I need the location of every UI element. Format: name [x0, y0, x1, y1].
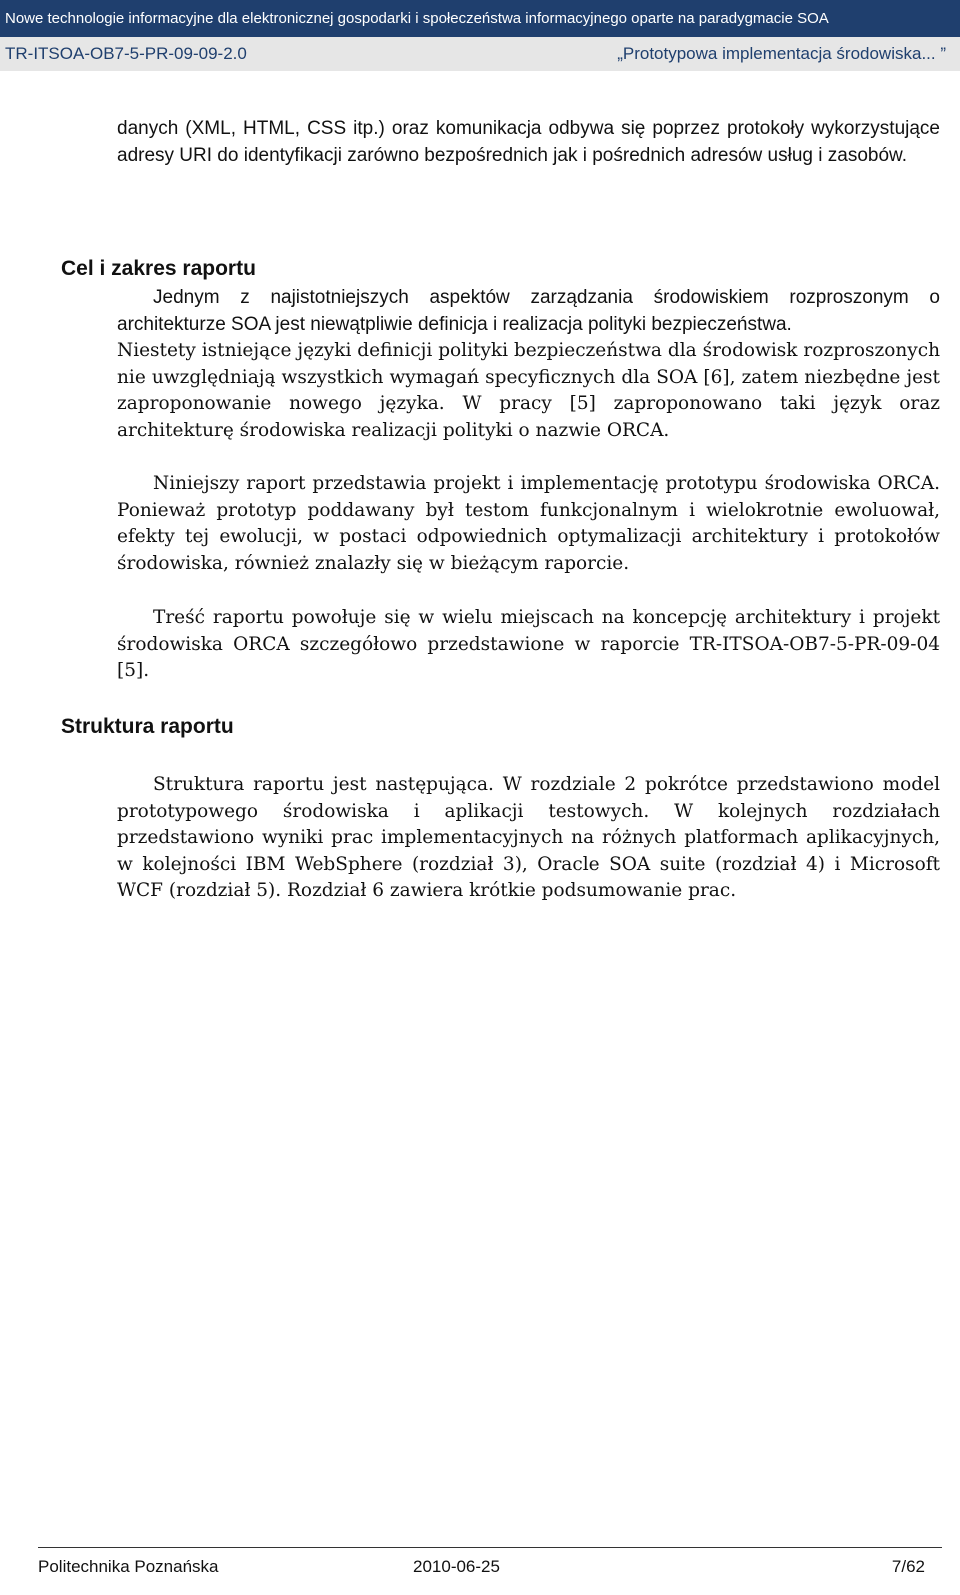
footer-institution: Politechnika Poznańska — [38, 1557, 219, 1576]
footer-divider — [38, 1547, 942, 1548]
section-heading-structure: Struktura raportu — [61, 715, 234, 738]
section-heading-scope: Cel i zakres raportu — [61, 257, 256, 280]
running-header: Nowe technologie informacyjne dla elektronicznej gospodarki i społeczeństwa informacyjnego oparte na paradygmacie SOA — [0, 0, 960, 37]
footer-date: 2010-06-25 — [413, 1557, 500, 1576]
document-title: „Prototypowa implementacja środowiska... ” — [617, 44, 946, 63]
document-id: TR-ITSOA-OB7-5-PR-09-09-2.0 — [5, 44, 247, 63]
paragraph-report-scope: Niniejszy raport przedstawia projekt i implementację prototypu środowiska ORCA. Ponieważ prototyp poddawany był testom funkcjonalnym i wielokrotnie ewoluował, efekty tej ewolucji, w postaci odpowiednich optymalizacji architektury i protokołów środowiska, również znalazły się w bieżącym raporcie. — [117, 473, 940, 574]
paragraph-intro-continued: danych (XML, HTML, CSS itp.) oraz komunikacja odbywa się poprzez protokoły wykorzystujące adresy URI do identyfikacji zarówno bezpośrednich jak i pośrednich adresów usług i zasobów. — [117, 118, 940, 166]
paragraph-orca-proposal: Niestety istniejące języki definicji polityki bezpieczeństwa dla środowisk rozproszonych nie uwzględniają wszystkich wymagań specyficznych dla SOA [6], zatem niezbędne jest zaproponowanie nowego języka. W pracy [5] zaproponowano taki język oraz architekturę środowiska realizacji polityki o nazwie ORCA. — [117, 340, 940, 441]
paragraph-references: Treść raportu powołuje się w wielu miejscach na koncepcję architektury i projekt środowiska ORCA szczegółowo przedstawione w raporcie TR-ITSOA-OB7-5-PR-09-04 [5]. — [117, 607, 940, 681]
paragraph-structure: Struktura raportu jest następująca. W rozdziale 2 pokrótce przedstawiono model prototypowego środowiska i aplikacji testowych. W kolejnych rozdziałach przedstawiono wyniki prac implementacyjnych na różnych platformach aplikacyjnych, w kolejności IBM WebSphere (rozdział 3), Oracle SOA suite (rozdział 4) i Microsoft WCF (rozdział 5). Rozdział 6 zawiera krótkie podsumowanie prac. — [117, 774, 940, 901]
footer-page-number: 7/62 — [891, 1557, 925, 1576]
paragraph-policy-importance: Jednym z najistotniejszych aspektów zarządzania środowiskiem rozproszonym o architekturze SOA jest niewątpliwie definicja i realizacja polityki bezpieczeństwa. — [117, 287, 940, 335]
document-header-bar — [0, 37, 960, 71]
